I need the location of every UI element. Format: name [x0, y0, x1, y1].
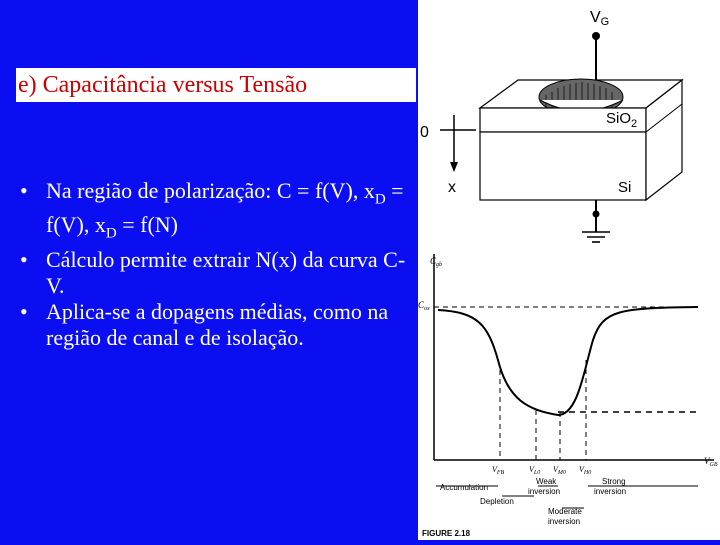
cox-label: $C_{ox}$: [418, 300, 430, 312]
axis-arrow-icon: [450, 162, 458, 172]
y-axis-label: $C_{gb}$: [430, 256, 443, 268]
bullet-text-mid: = f(V), x: [46, 178, 404, 238]
bullet-item: [20, 178, 412, 247]
region-strong-2: inversion: [594, 487, 627, 496]
cv-plot-figure: [418, 250, 720, 540]
tick-vh0: $V_{H0}$: [579, 465, 592, 476]
region-strong-1: Strong: [602, 477, 626, 486]
voltage-guides: [500, 360, 586, 460]
tick-vm0: $V_{M0}$: [553, 465, 566, 476]
bullet-list: [20, 178, 412, 351]
ground-icon: [582, 232, 610, 242]
tick-vfb: $V_{FB}$: [492, 465, 505, 476]
region-weak-2: inversion: [528, 487, 561, 496]
silicon-label: Si: [618, 179, 632, 196]
bullet-dot: •: [20, 178, 28, 203]
gate-label: VG: [590, 9, 610, 28]
region-weak-1: Weak: [536, 477, 557, 486]
axis-x-label: x: [448, 179, 456, 196]
region-accumulation: Accumulation: [440, 483, 489, 492]
subscript-d: D: [105, 225, 117, 242]
region-depletion: Depletion: [480, 497, 514, 506]
slide-title: e) Capacitância versus Tensão: [16, 68, 416, 102]
cv-plot-svg: [418, 250, 720, 540]
bullet-item: [20, 299, 412, 351]
subscript-d: D: [374, 191, 386, 208]
mos-diagram-svg: [418, 0, 720, 250]
bullet-text: Cálculo permite extrair N(x) da curva C-V.: [46, 246, 406, 298]
bullet-item: [20, 247, 412, 299]
region-moderate-1: Moderate: [548, 507, 582, 516]
x-axis-label: $V_{GB}$: [704, 456, 718, 468]
tick-vl0: $V_{L0}$: [529, 465, 541, 476]
oxide-label: SiO$_2$: [606, 110, 638, 130]
axis-zero-label: 0: [420, 124, 429, 141]
region-moderate-2: inversion: [548, 517, 581, 526]
cv-curve-low-frequency: [438, 307, 698, 415]
bullet-dot: •: [20, 246, 28, 272]
bullet-dot: •: [20, 298, 28, 324]
mos-structure-figure: [418, 0, 720, 250]
gate-terminal: [592, 32, 600, 40]
bullet-text-pre: Na região de polarização: C = f(V), x: [46, 178, 375, 203]
figure-label: FIGURE 2.18: [422, 529, 471, 538]
bullet-text-post: = f(N): [116, 212, 178, 238]
ground-terminal: [593, 211, 600, 218]
bullet-text: Aplica-se a dopagens médias, como na região de canal e de isolação.: [46, 298, 389, 350]
